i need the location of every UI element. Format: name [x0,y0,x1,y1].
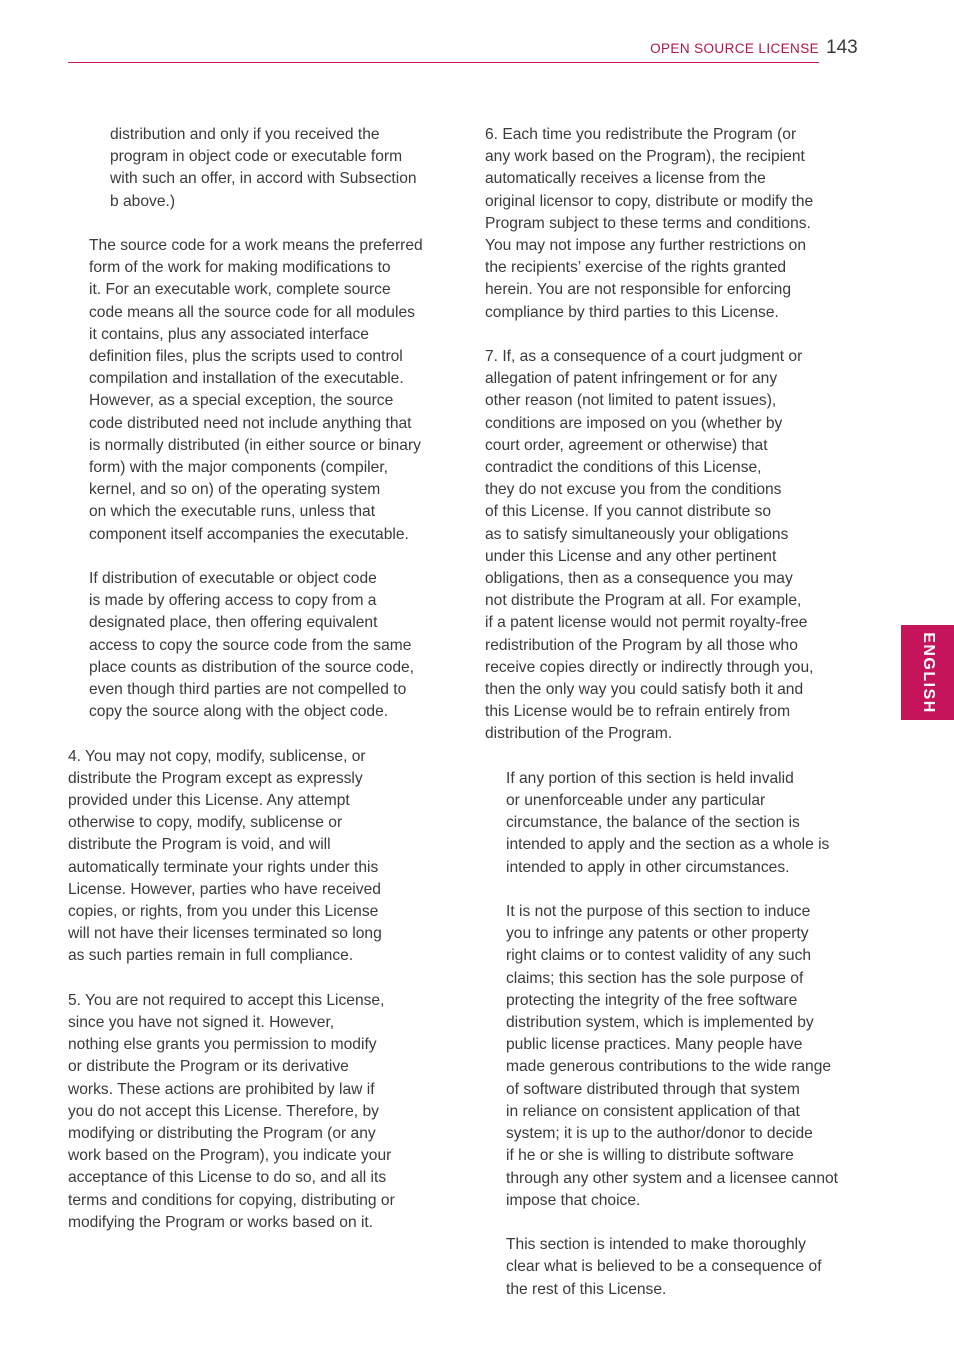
text-line: otherwise to copy, modify, sublicense or [68,814,343,832]
text-line: kernel, and so on) of the operating system [89,481,381,499]
text-line: as such parties remain in full compliance. [68,947,354,965]
text-line: through any other system and a licensee cannot [506,1169,839,1187]
text-line: provided under this License. Any attempt [68,792,350,810]
text-line: automatically receives a license from the [485,170,766,188]
text-line: since you have not signed it. However, [68,1014,335,1032]
text-line: it contains, plus any associated interface [89,325,369,343]
text-line: program in object code or executable form [110,148,403,166]
list-item-5 [68,990,448,1234]
text-line: intended to apply and the section as a whole is [506,836,830,854]
paragraph-section-intent [485,1234,865,1301]
text-line: public license practices. Many people have [506,1036,803,1054]
page-number: 143 [826,37,858,58]
text-line: component itself accompanies the executable. [89,525,409,543]
paragraph-designated-place [68,568,448,723]
text-line: protecting the integrity of the free software [506,991,798,1009]
text-line: herein. You are not responsible for enforcing [485,281,792,299]
text-line: clear what is believed to be a consequence of [506,1258,822,1276]
text-line: code distributed need not include anything that [89,414,412,432]
text-line: work based on the Program), you indicate your [68,1147,392,1165]
text-line: under this License and any other pertinent [485,547,777,565]
text-line: allegation of patent infringement or for any [485,370,778,388]
text-line: designated place, then offering equivalent [89,614,378,632]
text-line: it. For an executable work, complete source [89,281,391,299]
text-line: The source code for a work means the preferred [89,237,423,254]
text-line: copies, or rights, from you under this License [68,903,379,921]
text-line: b above.) [110,192,176,210]
text-line: place counts as distribution of the source code, [89,658,415,676]
text-line: access to copy the source code from the same [89,636,412,654]
text-line: even though third parties are not compelled to [89,681,407,699]
text-line: contradict the conditions of this License, [485,459,762,477]
text-line: in reliance on consistent application of that [506,1102,800,1120]
text-line: any work based on the Program), the recipient [485,148,805,166]
section-title: OPEN SOURCE LICENSE [650,41,819,56]
text-line: distribution of the Program. [485,725,673,743]
text-line: is normally distributed (in either source or binary [89,436,421,454]
text-line: distribute the Program except as expressly [68,769,363,787]
text-line: 4. You may not copy, modify, sublicense, or [68,747,366,765]
text-line: with such an offer, in accord with Subsection [110,170,417,188]
text-line: compilation and installation of the executable. [89,370,404,388]
text-line: obligations, then as a consequence you may [485,570,793,588]
text-line: not distribute the Program at all. For example, [485,592,802,610]
text-line: License. However, parties who have received [68,880,381,898]
text-line: of this License. If you cannot distribute so [485,503,772,521]
text-line: code means all the source code for all modules [89,303,415,321]
text-line: the rest of this License. [506,1280,667,1298]
text-line: claims; this section has the sole purpose of [506,969,804,987]
text-line: if he or she is willing to distribute software [506,1147,794,1165]
language-tab-label: ENGLISH [919,631,937,714]
text-line: compliance by third parties to this License. [485,303,779,321]
language-tab [901,625,954,720]
text-line: will not have their licenses terminated so long [68,925,382,943]
text-line: modifying or distributing the Program (or any [68,1125,376,1143]
text-line: right claims or to contest validity of any such [506,947,812,965]
text-line: You may not impose any further restrictions on [485,237,806,255]
right-column [485,124,865,1323]
text-line: copy the source along with the object code. [89,703,389,721]
text-line: court order, agreement or otherwise) that [485,436,768,454]
text-line: you to infringe any patents or other property [506,925,809,943]
text-line: or distribute the Program or its derivative [68,1058,349,1076]
text-line: the recipients’ exercise of the rights granted [485,259,787,277]
text-line: 7. If, as a consequence of a court judgment or [485,348,803,366]
text-line: If any portion of this section is held invalid [506,769,794,787]
text-line: modifying the Program or works based on it. [68,1213,374,1231]
text-line: If distribution of executable or object code [89,570,377,588]
text-line: distribute the Program is void, and will [68,836,331,854]
text-line: circumstance, the balance of the section is [506,814,800,832]
text-line: This section is intended to make thoroughly [506,1236,806,1254]
text-line: original licensor to copy, distribute or modify the [485,192,814,210]
text-line: automatically terminate your rights under this [68,858,379,876]
text-line: made generous contributions to the wide range [506,1058,832,1076]
paragraph-section-purpose [485,901,865,1212]
text-line: works. These actions are prohibited by law if [68,1080,375,1098]
text-line: redistribution of the Program by all those who [485,636,798,654]
text-line: 6. Each time you redistribute the Program (or [485,126,797,143]
text-line: nothing else grants you permission to modify [68,1036,377,1054]
text-line: 5. You are not required to accept this License, [68,991,385,1009]
text-line: form) with the major components (compiler, [89,459,388,477]
text-line: then the only way you could satisfy both it and [485,681,804,699]
text-line: definition files, plus the scripts used to control [89,348,403,366]
text-line: or unenforceable under any particular [506,792,766,810]
text-line: Program subject to these terms and conditions. [485,214,811,232]
list-item-7 [485,346,865,746]
text-line: you do not accept this License. Therefore, by [68,1102,379,1120]
text-line: this License would be to refrain entirely from [485,703,791,721]
text-line: conditions are imposed on you (whether by [485,414,783,432]
paragraph-held-invalid [485,768,865,879]
text-line: receive copies directly or indirectly through you, [485,658,814,676]
text-line: impose that choice. [506,1191,641,1209]
text-line: system; it is up to the author/donor to decide [506,1125,813,1143]
text-line: other reason (not limited to patent issues), [485,392,777,410]
text-line: distribution system, which is implemented by [506,1014,814,1032]
paragraph-subsection-c-end [68,124,448,213]
text-line: if a patent license would not permit royalty-free [485,614,808,632]
list-item-4 [68,746,448,968]
text-line: intended to apply in other circumstances. [506,858,790,876]
text-line: as to satisfy simultaneously your obligations [485,525,789,543]
text-line: of software distributed through that system [506,1080,800,1098]
list-item-6 [485,124,865,324]
text-line: It is not the purpose of this section to induce [506,903,811,921]
text-line: acceptance of this License to do so, and all its [68,1169,387,1187]
text-line: However, as a special exception, the source [89,392,394,410]
text-line: terms and conditions for copying, distributing or [68,1191,395,1209]
text-line: on which the executable runs, unless that [89,503,376,521]
text-line: they do not excuse you from the conditions [485,481,782,499]
left-column [68,124,448,1256]
text-line: distribution and only if you received the [110,126,380,143]
text-line: is made by offering access to copy from a [89,592,377,610]
paragraph-source-code-definition [68,235,448,546]
text-line: form of the work for making modifications to [89,259,391,277]
header-rule [68,62,819,63]
